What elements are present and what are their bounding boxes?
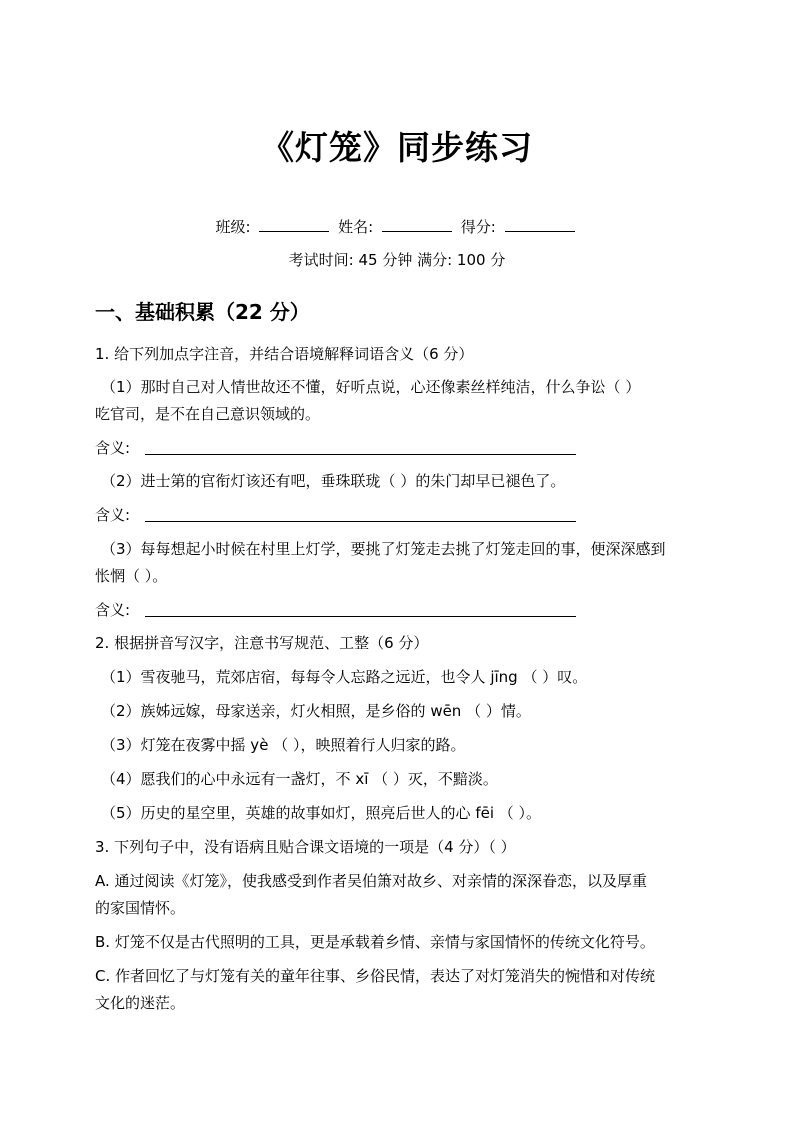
- question-2-item-5: （5）历史的星空里，英雄的故事如灯，照亮后世人的心 fēi （ ）。: [101, 804, 542, 822]
- score-label: 得分:: [460, 218, 496, 236]
- question-1-item-1-cont: 吃官司，是不在自己意识领域的。: [95, 405, 321, 423]
- exam-info: 考试时间: 45 分钟 满分: 100 分: [288, 251, 506, 269]
- question-1-item-2: （2）进士第的官衔灯该还有吧，垂珠联珑（ ）的朱门却早已褪色了。: [101, 472, 566, 490]
- answer-line-1[interactable]: [145, 454, 576, 455]
- score-blank[interactable]: [505, 217, 575, 232]
- name-label: 姓名:: [338, 218, 374, 236]
- question-2-item-1: （1）雪夜驰马，荒郊店宿，每每令人忘路之远近，也令人 jīng （ ）叹。: [101, 668, 588, 686]
- answer-line-2[interactable]: [145, 521, 576, 522]
- question-2-item-2: （2）族姊远嫁，母家送亲，灯火相照，是乡俗的 wēn （ ）情。: [101, 702, 531, 720]
- answer-line-3[interactable]: [145, 616, 576, 617]
- section-heading: 一、基础积累（22 分）: [95, 300, 310, 324]
- class-label: 班级:: [215, 218, 251, 236]
- question-2-item-3: （3）灯笼在夜雾中摇 yè （ ），映照着行人归家的路。: [101, 736, 466, 754]
- class-blank[interactable]: [259, 217, 329, 232]
- question-1-item-1: （1）那时自己对人情世故还不懂，好听点说，心还像素丝样纯洁，什么争讼（ ）: [101, 378, 641, 396]
- name-blank[interactable]: [382, 217, 452, 232]
- meaning-label-3: 含义:: [95, 601, 131, 619]
- question-2-stem: 2. 根据拼音写汉字，注意书写规范、工整（6 分）: [95, 634, 429, 652]
- option-b[interactable]: B. 灯笼不仅是古代照明的工具，更是承载着乡情、亲情与家国情怀的传统文化符号。: [95, 933, 655, 951]
- student-info-row: [0, 216, 794, 237]
- page-title: 《灯笼》同步练习: [261, 128, 533, 167]
- option-c-cont: 文化的迷茫。: [95, 994, 186, 1012]
- meaning-label-1: 含义:: [95, 439, 131, 457]
- question-1-item-3-cont: 怅惘（ ）。: [95, 567, 168, 585]
- question-3-stem: 3. 下列句子中，没有语病且贴合课文语境的一项是（4 分）（ ）: [95, 838, 516, 856]
- option-a[interactable]: A. 通过阅读《灯笼》，使我感受到作者吴伯箫对故乡、对亲情的深深眷恋，以及厚重: [95, 872, 648, 890]
- meaning-label-2: 含义:: [95, 506, 131, 524]
- question-1-item-3: （3）每每想起小时候在村里上灯学，要挑了灯笼走去挑了灯笼走回的事，便深深感到: [101, 540, 666, 558]
- question-2-item-4: （4）愿我们的心中永远有一盏灯，不 xī （ ）灭，不黯淡。: [101, 770, 498, 788]
- option-a-cont: 的家国情怀。: [95, 899, 186, 917]
- option-c[interactable]: C. 作者回忆了与灯笼有关的童年往事、乡俗民情，表达了对灯笼消失的惋惜和对传统: [95, 967, 656, 985]
- question-1-stem: 1. 给下列加点字注音，并结合语境解释词语含义（6 分）: [95, 345, 474, 363]
